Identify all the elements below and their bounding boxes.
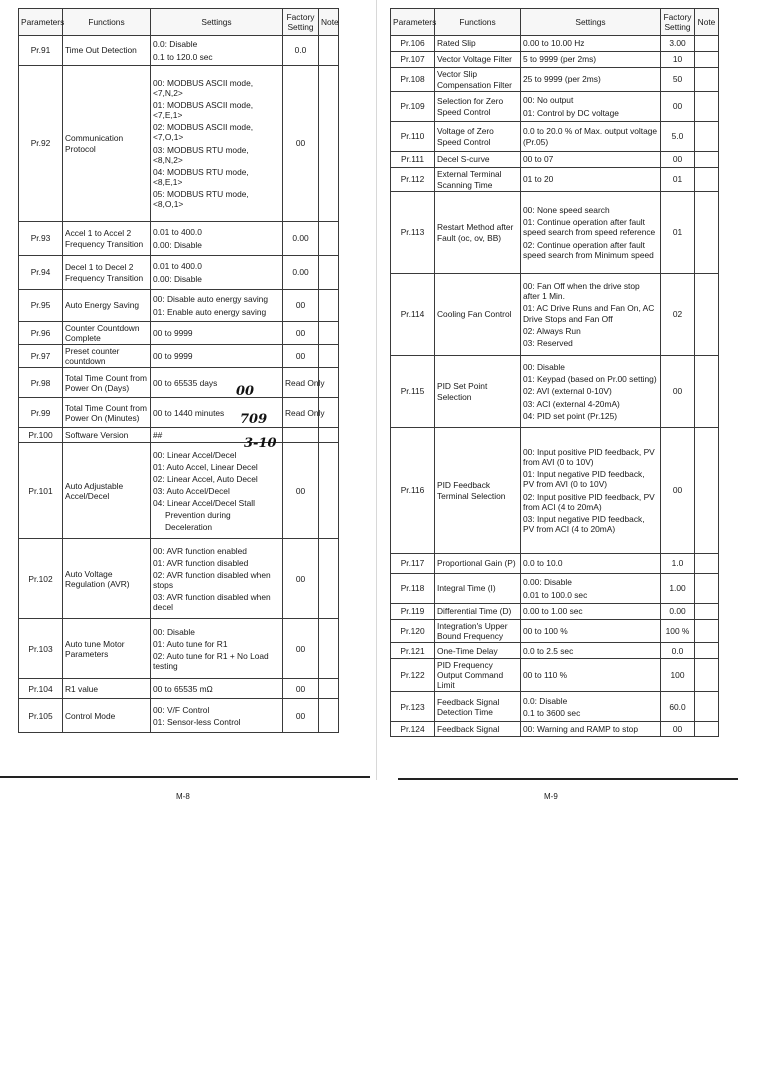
factory-setting: 01 <box>661 192 695 274</box>
note-cell <box>695 152 719 168</box>
setting-line: 0.00: Disable <box>523 577 572 588</box>
factory-setting: 00 <box>661 428 695 554</box>
table-row <box>19 398 339 428</box>
parameter-code: Pr.119 <box>391 604 435 620</box>
parameter-code: Pr.118 <box>391 574 435 604</box>
table-row <box>19 428 339 443</box>
settings-cell <box>151 290 283 322</box>
note-cell <box>695 659 719 692</box>
setting-line: Prevention during <box>165 510 231 520</box>
parameter-code: Pr.99 <box>19 398 63 428</box>
note-cell <box>695 643 719 659</box>
parameter-code: Pr.112 <box>391 168 435 192</box>
function-name: Vector Slip Compensation Filter <box>435 68 521 92</box>
settings-cell <box>521 659 661 692</box>
note-cell <box>319 428 339 443</box>
factory-setting: 02 <box>661 274 695 356</box>
table-row <box>391 192 719 274</box>
function-name: PID Set Point Selection <box>435 356 521 428</box>
factory-setting: 50 <box>661 68 695 92</box>
setting-line: 00: Linear Accel/Decel <box>153 449 237 460</box>
factory-setting: 0.00 <box>283 222 319 256</box>
parameter-code: Pr.103 <box>19 619 63 679</box>
factory-setting: 00 <box>283 345 319 368</box>
factory-setting: 100 <box>661 659 695 692</box>
factory-setting: 1.0 <box>661 554 695 574</box>
note-cell <box>695 692 719 722</box>
setting-line: 00 to 65535 mΩ <box>153 683 213 694</box>
parameter-code: Pr.114 <box>391 274 435 356</box>
setting-line: 01: Keypad (based on Pr.00 setting) <box>523 374 657 385</box>
table-row <box>19 345 339 368</box>
function-name: Cooling Fan Control <box>435 274 521 356</box>
function-name: Auto Voltage Regulation (AVR) <box>63 539 151 619</box>
setting-line: 02: Continue operation after fault speed search from Minimum speed <box>523 239 654 260</box>
setting-line: 0.0 to 10.0 <box>523 558 563 569</box>
function-name: Accel 1 to Accel 2 Frequency Transition <box>63 222 151 256</box>
table-row <box>391 68 719 92</box>
parameter-code: Pr.100 <box>19 428 63 443</box>
table-row <box>391 692 719 722</box>
factory-setting: 0.00 <box>283 256 319 290</box>
handwritten-pr99: 709 <box>240 412 268 427</box>
table-row <box>19 443 339 539</box>
factory-setting: 00 <box>283 443 319 539</box>
settings-cell <box>151 368 283 398</box>
settings-cell <box>521 122 661 152</box>
parameter-code: Pr.93 <box>19 222 63 256</box>
header-functions: Functions <box>63 9 151 36</box>
factory-setting: 00 <box>283 619 319 679</box>
note-cell <box>319 345 339 368</box>
settings-cell <box>151 539 283 619</box>
parameter-code: Pr.104 <box>19 679 63 699</box>
header-settings: Settings <box>521 9 661 36</box>
table-row <box>19 368 339 398</box>
factory-setting: 00 <box>283 66 319 222</box>
parameter-code: Pr.116 <box>391 428 435 554</box>
right-page <box>390 8 718 737</box>
settings-cell <box>521 554 661 574</box>
setting-line: 02: AVI (external 0-10V) <box>523 386 612 397</box>
parameter-code: Pr.124 <box>391 722 435 737</box>
header-parameters: Parameters <box>19 9 63 36</box>
setting-line: 01: MODBUS ASCII mode, <7,E,1> <box>153 100 254 121</box>
function-name: Auto tune Motor Parameters <box>63 619 151 679</box>
table-row <box>19 619 339 679</box>
function-name: Auto Energy Saving <box>63 290 151 322</box>
setting-line: 02: MODBUS ASCII mode, <7,O,1> <box>153 122 254 143</box>
function-name: Feedback Signal <box>435 722 521 737</box>
setting-line: 5 to 9999 (per 2ms) <box>523 54 597 65</box>
settings-cell <box>521 643 661 659</box>
table-row <box>19 36 339 66</box>
table-row <box>19 222 339 256</box>
note-cell <box>695 192 719 274</box>
function-name: Integration's Upper Bound Frequency <box>435 620 521 643</box>
setting-line: 03: AVR function disabled when decel <box>153 591 271 613</box>
table-row <box>391 659 719 692</box>
setting-line: 0.00 to 10.00 Hz <box>523 38 585 49</box>
setting-line: 00 to 9999 <box>153 328 193 339</box>
note-cell <box>319 290 339 322</box>
setting-line: 00 to 65535 days <box>153 377 218 388</box>
function-name: Integral Time (I) <box>435 574 521 604</box>
settings-cell <box>521 168 661 192</box>
setting-line: 0.00: Disable <box>153 273 202 284</box>
table-row <box>391 722 719 737</box>
table-row <box>391 554 719 574</box>
setting-line: 02: Linear Accel, Auto Decel <box>153 473 258 484</box>
function-name: PID Feedback Terminal Selection <box>435 428 521 554</box>
factory-setting: 10 <box>661 52 695 68</box>
function-name: Total Time Count from Power On (Days) <box>63 368 151 398</box>
factory-setting: 0.0 <box>661 643 695 659</box>
table-row <box>19 290 339 322</box>
parameter-table-left <box>18 8 339 733</box>
setting-line: 0.01 to 400.0 <box>153 261 202 272</box>
setting-line: ## <box>153 430 163 441</box>
settings-cell <box>151 443 283 539</box>
factory-setting: Read Only <box>283 368 319 398</box>
table-row <box>391 604 719 620</box>
settings-cell <box>151 345 283 368</box>
setting-line: 03: Input negative PID feedback, PV from ACI (4 to 20mA) <box>523 513 645 534</box>
settings-cell <box>521 92 661 122</box>
factory-setting: Read Only <box>283 398 319 428</box>
setting-line: 04: Linear Accel/Decel Stall <box>153 497 255 508</box>
setting-line: 04: MODBUS RTU mode, <8,E,1> <box>153 166 249 187</box>
settings-cell <box>521 68 661 92</box>
setting-line: 0.0 to 2.5 sec <box>523 645 574 656</box>
function-name: Differential Time (D) <box>435 604 521 620</box>
factory-setting: 1.00 <box>661 574 695 604</box>
setting-line: 00 to 100 % <box>523 626 568 637</box>
settings-cell <box>521 574 661 604</box>
function-name: Feedback Signal Detection Time <box>435 692 521 722</box>
setting-line: 01: Control by DC voltage <box>523 107 619 118</box>
function-name: Voltage of Zero Speed Control <box>435 122 521 152</box>
setting-line: 25 to 9999 (per 2ms) <box>523 74 601 85</box>
setting-line: Deceleration <box>165 522 213 533</box>
function-name: Restart Method after Fault (oc, ov, BB) <box>435 192 521 274</box>
function-name: Counter Countdown Complete <box>63 322 151 345</box>
setting-line: 00: None speed search <box>523 205 610 216</box>
note-cell <box>319 256 339 290</box>
note-cell <box>319 679 339 699</box>
setting-line: 02: AVR function disabled when stops <box>153 569 271 590</box>
setting-line: 02: Input positive PID feedback, PV from ACI (4 to 20mA) <box>523 491 655 512</box>
table-row <box>391 122 719 152</box>
setting-line: 01: Auto Accel, Linear Decel <box>153 461 258 472</box>
settings-cell <box>521 192 661 274</box>
settings-cell <box>151 699 283 733</box>
setting-line: 00: Disable <box>153 626 195 637</box>
function-name: Selection for Zero Speed Control <box>435 92 521 122</box>
book-spine <box>376 0 377 780</box>
left-page <box>18 8 338 733</box>
parameter-code: Pr.106 <box>391 36 435 52</box>
table-row <box>19 699 339 733</box>
setting-line: 0.1 to 120.0 sec <box>153 51 213 62</box>
parameter-code: Pr.95 <box>19 290 63 322</box>
note-cell <box>319 66 339 222</box>
settings-cell <box>521 428 661 554</box>
factory-setting: 00 <box>283 322 319 345</box>
note-cell <box>695 620 719 643</box>
parameter-code: Pr.115 <box>391 356 435 428</box>
setting-line: 03: ACI (external 4-20mA) <box>523 398 620 409</box>
note-cell <box>695 574 719 604</box>
note-cell <box>695 356 719 428</box>
setting-line: 00: Warning and RAMP to stop <box>523 724 638 735</box>
note-cell <box>695 722 719 737</box>
setting-line: 00: Disable <box>523 362 565 373</box>
setting-line: 00: MODBUS ASCII mode, <7,N,2> <box>153 78 254 99</box>
table-row <box>19 256 339 290</box>
parameter-code: Pr.107 <box>391 52 435 68</box>
parameter-code: Pr.120 <box>391 620 435 643</box>
table-row <box>391 168 719 192</box>
settings-cell <box>521 152 661 168</box>
note-cell <box>319 36 339 66</box>
function-name: Rated Slip <box>435 36 521 52</box>
table-row <box>391 574 719 604</box>
settings-cell <box>151 679 283 699</box>
note-cell <box>695 168 719 192</box>
settings-cell <box>151 256 283 290</box>
header-settings: Settings <box>151 9 283 36</box>
factory-setting <box>283 428 319 443</box>
header-factory-setting: Factory Setting <box>283 9 319 36</box>
function-name: Decel S-curve <box>435 152 521 168</box>
factory-setting: 3.00 <box>661 36 695 52</box>
factory-setting: 00 <box>283 539 319 619</box>
factory-setting: 00 <box>661 722 695 737</box>
note-cell <box>319 443 339 539</box>
parameter-code: Pr.92 <box>19 66 63 222</box>
function-name: Communication Protocol <box>63 66 151 222</box>
setting-line: 01: Enable auto energy saving <box>153 306 267 317</box>
note-cell <box>319 539 339 619</box>
parameter-code: Pr.97 <box>19 345 63 368</box>
settings-cell <box>521 692 661 722</box>
page-bottom-edge <box>0 776 370 778</box>
factory-setting: 00 <box>283 290 319 322</box>
setting-line: 05: MODBUS RTU mode, <8,O,1> <box>153 188 249 209</box>
function-name: Software Version <box>63 428 151 443</box>
settings-cell <box>521 722 661 737</box>
setting-line: 00 to 9999 <box>153 351 193 362</box>
table-row <box>391 356 719 428</box>
setting-line: 01: Sensor-less Control <box>153 716 241 727</box>
page-bottom-edge <box>398 778 738 780</box>
factory-setting: 0.0 <box>283 36 319 66</box>
note-cell <box>319 699 339 733</box>
setting-line: 00: Disable auto energy saving <box>153 294 268 305</box>
note-cell <box>695 122 719 152</box>
note-cell <box>319 322 339 345</box>
setting-line: 03: Reserved <box>523 337 573 348</box>
setting-line: 00 to 1440 minutes <box>153 407 225 418</box>
parameter-code: Pr.102 <box>19 539 63 619</box>
settings-cell <box>521 356 661 428</box>
table-row <box>391 643 719 659</box>
function-name: Total Time Count from Power On (Minutes) <box>63 398 151 428</box>
setting-line: 01: Input negative PID feedback, PV from AVI (0 to 10V) <box>523 469 645 490</box>
setting-line: 0.1 to 3600 sec <box>523 707 581 718</box>
table-row <box>391 152 719 168</box>
factory-setting: 00 <box>283 679 319 699</box>
function-name: Control Mode <box>63 699 151 733</box>
note-cell <box>695 36 719 52</box>
handwritten-pr100: 3-10 <box>244 436 277 451</box>
factory-setting: 5.0 <box>661 122 695 152</box>
table-header-row <box>19 9 339 36</box>
note-cell <box>695 604 719 620</box>
parameter-code: Pr.111 <box>391 152 435 168</box>
setting-line: 00 to 07 <box>523 154 554 165</box>
settings-cell <box>521 36 661 52</box>
setting-line: 00: No output <box>523 95 574 106</box>
setting-line: 01: Auto tune for R1 <box>153 638 228 649</box>
factory-setting: 0.00 <box>661 604 695 620</box>
setting-line: 03: MODBUS RTU mode, <8,N,2> <box>153 144 249 165</box>
factory-setting: 60.0 <box>661 692 695 722</box>
note-cell <box>319 619 339 679</box>
function-name: Vector Voltage Filter <box>435 52 521 68</box>
function-name: One-Time Delay <box>435 643 521 659</box>
table-row <box>391 620 719 643</box>
function-name: R1 value <box>63 679 151 699</box>
setting-line: 01: AC Drive Runs and Fan On, AC Drive Stops and Fan Off <box>523 303 655 324</box>
setting-line: 00: V/F Control <box>153 704 210 715</box>
setting-line: 00: Input positive PID feedback, PV from AVI (0 to 10V) <box>523 447 655 468</box>
function-name: PID Frequency Output Command Limit <box>435 659 521 692</box>
note-cell <box>695 52 719 68</box>
table-row <box>391 274 719 356</box>
setting-line: 0.00: Disable <box>153 239 202 250</box>
note-cell <box>695 274 719 356</box>
page-number-left: M-8 <box>176 792 190 801</box>
function-name: Decel 1 to Decel 2 Frequency Transition <box>63 256 151 290</box>
parameter-code: Pr.117 <box>391 554 435 574</box>
header-parameters: Parameters <box>391 9 435 36</box>
settings-cell <box>151 66 283 222</box>
table-row <box>391 36 719 52</box>
table-row <box>19 679 339 699</box>
settings-cell <box>521 52 661 68</box>
settings-cell <box>521 604 661 620</box>
settings-cell <box>151 322 283 345</box>
factory-setting: 100 % <box>661 620 695 643</box>
setting-line: 02: Auto tune for R1 + No Load testing <box>153 650 269 671</box>
parameter-code: Pr.108 <box>391 68 435 92</box>
header-functions: Functions <box>435 9 521 36</box>
function-name: External Terminal Scanning Time <box>435 168 521 192</box>
factory-setting: 00 <box>661 356 695 428</box>
note-cell <box>695 68 719 92</box>
parameter-code: Pr.110 <box>391 122 435 152</box>
factory-setting: 00 <box>661 152 695 168</box>
parameter-code: Pr.105 <box>19 699 63 733</box>
table-row <box>19 322 339 345</box>
setting-line: 01 to 20 <box>523 174 554 185</box>
header-factory-setting: Factory Setting <box>661 9 695 36</box>
setting-line: 00: AVR function enabled <box>153 545 247 556</box>
parameter-code: Pr.123 <box>391 692 435 722</box>
setting-line: 0.01 to 400.0 <box>153 227 202 238</box>
table-row <box>19 66 339 222</box>
setting-line: 00 to 110 % <box>523 670 568 681</box>
setting-line: 0.0 to 20.0 % of Max. output voltage (Pr.05) <box>523 126 658 147</box>
header-note: Note <box>695 9 719 36</box>
setting-line: 0.0: Disable <box>153 39 198 50</box>
parameter-code: Pr.94 <box>19 256 63 290</box>
setting-line: 02: Always Run <box>523 325 581 336</box>
setting-line: 01: Continue operation after fault speed search from speed reference <box>523 217 656 238</box>
table-row <box>19 539 339 619</box>
factory-setting: 00 <box>283 699 319 733</box>
setting-line: 01: AVR function disabled <box>153 557 249 568</box>
setting-line: 03: Auto Accel/Decel <box>153 485 230 496</box>
settings-cell <box>151 619 283 679</box>
note-cell <box>695 92 719 122</box>
parameter-code: Pr.98 <box>19 368 63 398</box>
setting-line: 0.0: Disable <box>523 695 568 706</box>
table-header-row <box>391 9 719 36</box>
settings-cell <box>521 274 661 356</box>
factory-setting: 01 <box>661 168 695 192</box>
parameter-code: Pr.109 <box>391 92 435 122</box>
setting-line: 0.00 to 1.00 sec <box>523 606 583 617</box>
settings-cell <box>151 222 283 256</box>
function-name: Time Out Detection <box>63 36 151 66</box>
factory-setting: 00 <box>661 92 695 122</box>
parameter-code: Pr.91 <box>19 36 63 66</box>
setting-line: 0.01 to 100.0 sec <box>523 589 588 600</box>
parameter-code: Pr.121 <box>391 643 435 659</box>
page-number-right: M-9 <box>544 792 558 801</box>
table-row <box>391 52 719 68</box>
parameter-code: Pr.101 <box>19 443 63 539</box>
handwritten-pr98: 00 <box>236 384 255 399</box>
setting-line: 00: Fan Off when the drive stop after 1 Min. <box>523 281 640 302</box>
function-name: Preset counter countdown <box>63 345 151 368</box>
note-cell <box>319 222 339 256</box>
function-name: Proportional Gain (P) <box>435 554 521 574</box>
parameter-code: Pr.113 <box>391 192 435 274</box>
parameter-table-right <box>390 8 719 737</box>
parameter-code: Pr.96 <box>19 322 63 345</box>
function-name: Auto Adjustable Accel/Decel <box>63 443 151 539</box>
parameter-code: Pr.122 <box>391 659 435 692</box>
note-cell <box>695 554 719 574</box>
header-note: Note <box>319 9 339 36</box>
note-cell <box>695 428 719 554</box>
settings-cell <box>151 36 283 66</box>
table-row <box>391 92 719 122</box>
table-row <box>391 428 719 554</box>
settings-cell <box>521 620 661 643</box>
setting-line: 04: PID set point (Pr.125) <box>523 410 618 421</box>
